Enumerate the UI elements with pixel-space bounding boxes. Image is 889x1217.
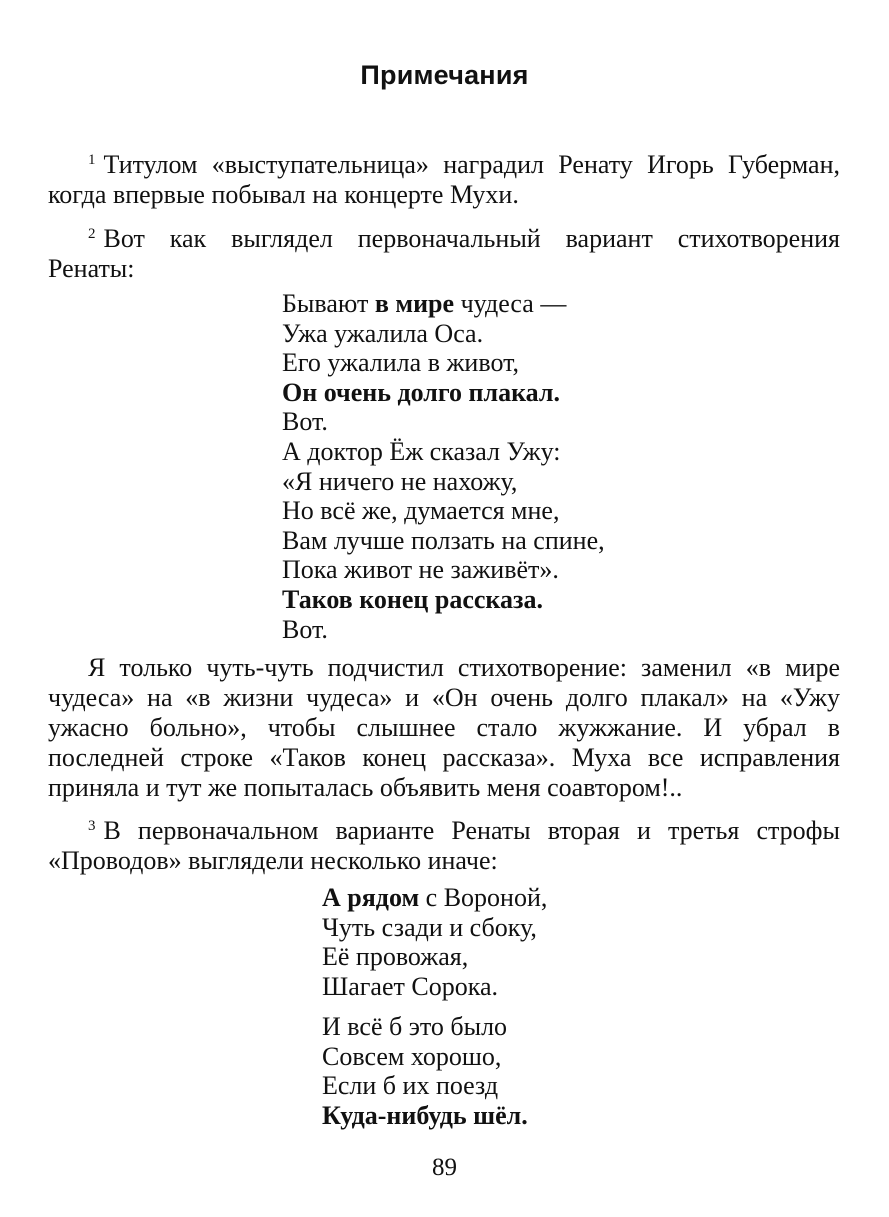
poem-line — [282, 289, 605, 319]
poem-original-variant — [282, 289, 605, 644]
poem-line: Её провожая, — [322, 942, 469, 972]
poem-line: И всё б это было — [322, 1012, 508, 1041]
poem-line-text: чудеса — — [454, 289, 567, 318]
poem-line: Его ужалила в живот, — [282, 348, 520, 378]
poem-line: Но всё же, думается мне, — [282, 496, 560, 526]
page-number: 89 — [432, 1154, 457, 1181]
poem-line: А доктор Ёж сказал Ужу: — [282, 436, 561, 466]
editor-comment-text: Я только чуть-чуть подчистил стихотворение: заменил «в мире чудеса» на «в жизни чудеса» и «Он очень долго плакал» на «Ужу ужасно больно», чтобы слышнее стало жужжание. И убрал в последней строке «Таков конец рассказа». Муха все исправления приняла и тут же попыталась объявить меня соавтором!.. — [48, 653, 840, 802]
page-title: Примечания — [360, 60, 529, 90]
poem-line: Вам лучше ползать на спине, — [282, 525, 605, 555]
footnote-1-mark: 1 — [88, 152, 96, 168]
footnote-3 — [48, 816, 840, 876]
footnote-1-text: Титулом «выступательница» наградил Ренату Игорь Губерман, когда впервые побывал на концерте Мухи. — [48, 150, 840, 209]
poem-line-bold: Куда-нибудь шёл. — [322, 1100, 528, 1130]
footnote-3-mark: 3 — [88, 818, 96, 834]
footnote-3-text: В первоначальном варианте Ренаты вторая и третья строфы «Проводов» выглядели несколько иначе: — [48, 816, 840, 875]
poem-line: Чуть сзади и сбоку, — [322, 912, 537, 942]
poem-line-bold: Он очень долго плакал. — [282, 377, 560, 407]
footnote-2-mark: 2 — [88, 226, 96, 242]
poem-line-text: с Вороной, — [419, 883, 548, 912]
editor-comment — [48, 653, 840, 803]
poem-line-bold-text: А рядом — [322, 883, 420, 912]
footnote-1 — [48, 150, 840, 210]
poem-line-text: Бывают — [282, 289, 375, 318]
poem-line: Вот. — [282, 614, 328, 644]
poem-line: «Я ничего не нахожу, — [282, 466, 518, 496]
poem-line: Шагает Сорока. — [322, 971, 498, 1001]
poem-line: Ужа ужалила Оса. — [282, 318, 484, 348]
poem-line-bold: Таков конец рассказа. — [282, 584, 543, 614]
poem-line-bold-text: в мире — [374, 289, 455, 318]
footnote-2-text: Вот как выглядел первоначальный вариант стихотворения Ренаты: — [48, 224, 840, 283]
poem-stanza-2 — [322, 883, 547, 1001]
poem-line: Совсем хорошо, — [322, 1041, 502, 1071]
footnote-2 — [48, 224, 840, 284]
poem-line: Пока живот не заживёт». — [282, 555, 559, 585]
poem-stanza-3 — [322, 1012, 528, 1130]
poem-line: Вот. — [282, 407, 328, 437]
poem-line — [322, 883, 547, 913]
poem-line: Если б их поезд — [322, 1071, 499, 1101]
